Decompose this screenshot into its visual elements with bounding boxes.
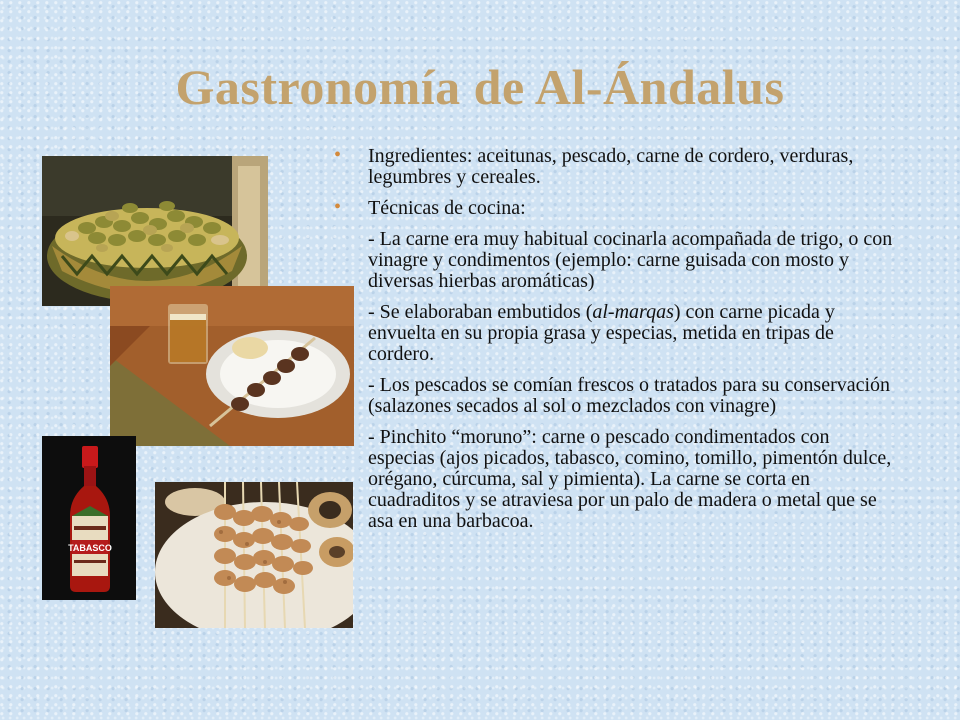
slide-title: Gastronomía de Al-Ándalus xyxy=(175,59,785,115)
paragraph-fish: - Los pescados se comían frescos o tratados para su conservación (salazones secados al sol o mezclados con vinagre) xyxy=(368,374,891,417)
bullet-text: Ingredientes: aceitunas, pescado, carne de cordero, verduras, legumbres y cereales. xyxy=(368,145,854,188)
bullet-marker: • xyxy=(334,196,342,218)
bullet-cooking-techniques xyxy=(334,198,894,219)
paragraph-pinchito: - Pinchito “moruno”: carne o pescado condimentados con especias (ajos picados, tabasco, comino, tomillo, pimentón dulce, orégano, cúrcuma, sal y pimienta). La carne se corta en cuadraditos y se atraviesa por un palo de madera o metal que se asa en una barbacoa. xyxy=(368,426,892,532)
paragraph-sausages xyxy=(334,302,894,365)
skewer-plate-photo xyxy=(110,286,354,446)
prawn-skewers-photo xyxy=(155,482,353,628)
italic-term: al-marqas xyxy=(592,301,674,323)
paragraph-meat: - La carne era muy habitual cocinarla acompañada de trigo, o con vinagre y condimentos (ejemplo: carne guisada con mosto y diversas hierbas aromáticas) xyxy=(368,228,893,292)
bullet-ingredients xyxy=(334,146,894,188)
slide-body xyxy=(334,146,894,542)
bullet-marker: • xyxy=(334,144,342,166)
paragraph-text: - Se elaboraban embutidos ( xyxy=(368,301,593,323)
olives-bowl-photo xyxy=(42,156,268,306)
paragraph-text: ) con carne picada y envuelta en su propia grasa y especias, metida en tripas de cordero. xyxy=(368,301,835,365)
bottle-label: TABASCO xyxy=(68,543,112,553)
bullet-text: Técnicas de cocina: xyxy=(368,197,526,219)
tabasco-bottle-photo xyxy=(42,436,136,600)
